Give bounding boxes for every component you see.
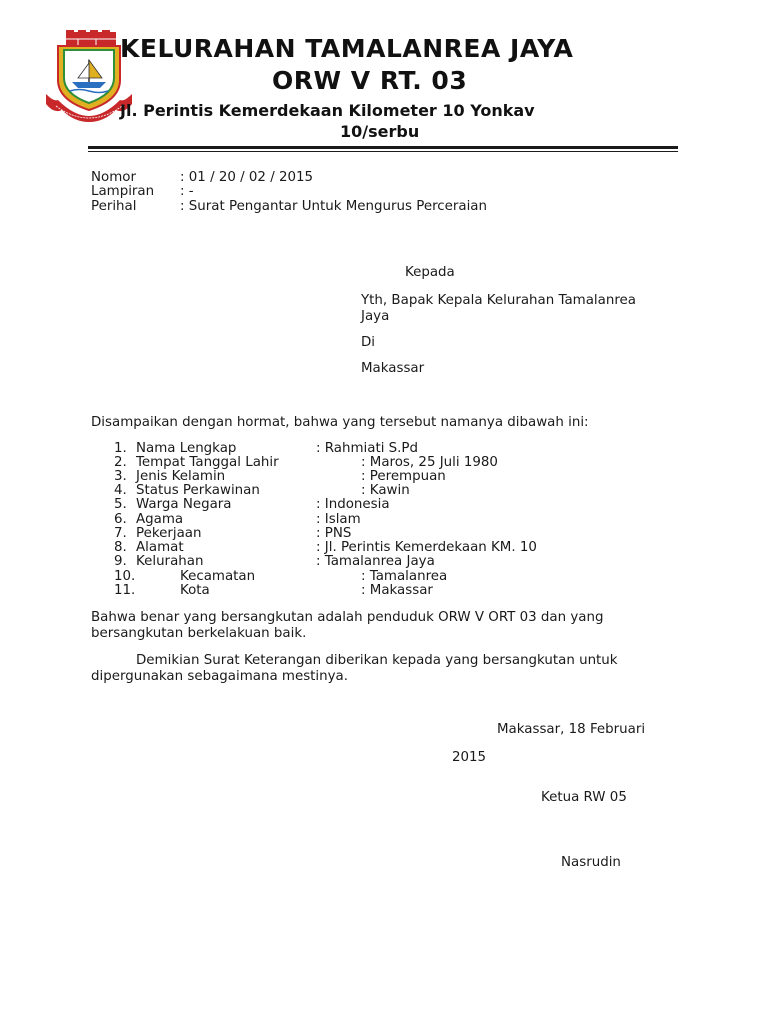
lampiran-value: : -: [180, 184, 194, 199]
list-item-value: : Makassar: [361, 583, 433, 598]
header-address-line2: 10/serbu: [340, 122, 420, 141]
list-item-num: 5.: [114, 497, 127, 512]
list-item-label: Status Perkawinan: [136, 483, 260, 498]
list-item-num: 11.: [114, 583, 136, 598]
list-item-num: 1.: [114, 441, 127, 456]
header-divider-thin: [88, 151, 678, 152]
list-item-value: : Perempuan: [361, 469, 446, 484]
list-item-num: 2.: [114, 455, 127, 470]
list-item-label: Pekerjaan: [136, 526, 202, 541]
list-item-value: : Islam: [316, 512, 361, 527]
list-item-num: 8.: [114, 540, 127, 555]
header-title-line2: ORW V RT. 03: [272, 66, 468, 95]
list-item-label: Nama Lengkap: [136, 441, 237, 456]
closing-line2: dipergunakan sebagaimana mestinya.: [91, 669, 349, 684]
list-item-num: 9.: [114, 554, 127, 569]
list-item-value: : Rahmiati S.Pd: [316, 441, 418, 456]
signature-place-date: Makassar, 18 Februari: [497, 722, 646, 737]
list-item-label: Kelurahan: [136, 554, 204, 569]
statement-line1: Bahwa benar yang bersangkutan adalah penduduk ORW V ORT 03 dan yang: [91, 610, 604, 625]
nomor-value: : 01 / 20 / 02 / 2015: [180, 170, 314, 185]
recipient-di: Di: [361, 335, 376, 350]
header-address-line1: Jl. Perintis Kemerdekaan Kilometer 10 Yonkav: [120, 101, 535, 120]
signature-year: 2015: [452, 750, 487, 765]
recipient-line2: Jaya: [361, 309, 390, 324]
list-item-value: : Maros, 25 Juli 1980: [361, 455, 498, 470]
list-item-num: 7.: [114, 526, 127, 541]
list-item-num: 3.: [114, 469, 127, 484]
nomor-label: Nomor: [91, 170, 136, 185]
list-item-label: Tempat Tanggal Lahir: [136, 455, 279, 470]
perihal-value: : Surat Pengantar Untuk Mengurus Perceraian: [180, 199, 488, 214]
list-item-label: Kota: [180, 583, 210, 598]
intro-text: Disampaikan dengan hormat, bahwa yang tersebut namanya dibawah ini:: [91, 415, 589, 430]
list-item-value: : Kawin: [361, 483, 410, 498]
statement-line2: bersangkutan berkelakuan baik.: [91, 626, 307, 641]
lampiran-label: Lampiran: [91, 184, 155, 199]
signature-name: Nasrudin: [561, 855, 621, 870]
list-item-value: : PNS: [316, 526, 352, 541]
recipient-line1: Yth, Bapak Kepala Kelurahan Tamalanrea: [361, 293, 636, 308]
list-item-label: Kecamatan: [180, 569, 256, 584]
list-item-value: : Tamalanrea: [361, 569, 448, 584]
header-divider-thick: [88, 146, 678, 149]
recipient-kepada: Kepada: [405, 265, 455, 280]
list-item-value: : Jl. Perintis Kemerdekaan KM. 10: [316, 540, 537, 555]
list-item-num: 4.: [114, 483, 127, 498]
signature-position: Ketua RW 05: [541, 790, 627, 805]
list-item-value: : Tamalanrea Jaya: [316, 554, 435, 569]
closing-line1: Demikian Surat Keterangan diberikan kepada yang bersangkutan untuk: [136, 653, 618, 668]
header-title-line1: KELURAHAN TAMALANREA JAYA: [120, 34, 574, 63]
list-item-label: Alamat: [136, 540, 184, 555]
recipient-city: Makassar: [361, 361, 425, 376]
list-item-num: 10.: [114, 569, 136, 584]
list-item-label: Jenis Kelamin: [136, 469, 226, 484]
list-item-value: : Indonesia: [316, 497, 390, 512]
list-item-label: Warga Negara: [136, 497, 232, 512]
list-item-num: 6.: [114, 512, 127, 527]
list-item-label: Agama: [136, 512, 184, 527]
perihal-label: Perihal: [91, 199, 137, 214]
